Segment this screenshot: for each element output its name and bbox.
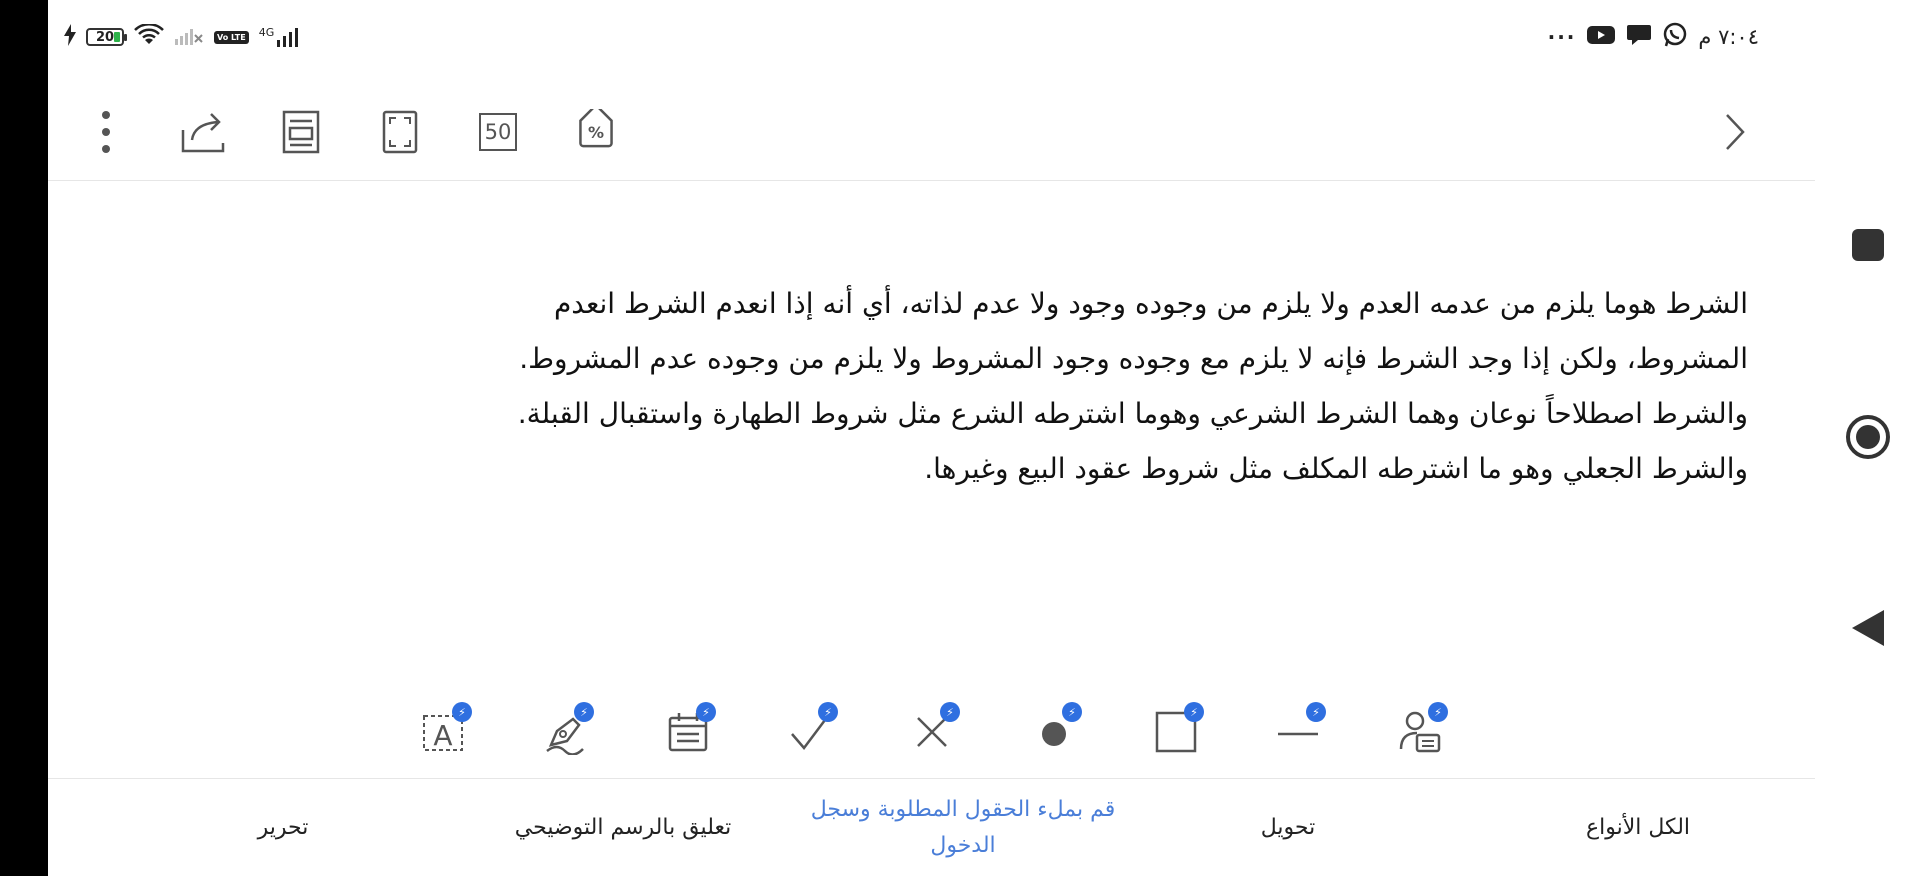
chat-bubble-icon [1626,23,1652,52]
system-nav-bar [1815,0,1920,876]
premium-badge: ⚡ [452,702,472,722]
document-line: الشرط هوما يلزم من عدمه العدم ولا يلزم من وجوده وجود ولا عدم لذاته، أي أنه إذا انعدم الشرط انعدم [553,287,1748,320]
premium-badge: ⚡ [574,702,594,722]
premium-badge: ⚡ [1062,702,1082,722]
wifi-icon [134,24,164,50]
network-label: 4G [258,26,275,39]
youtube-icon [1586,24,1616,51]
dot-icon[interactable] [1024,704,1084,760]
annotation-toolbar [48,690,1815,770]
tab-edit[interactable] [188,780,378,876]
zoom-icon[interactable] [472,106,524,158]
back-button[interactable] [1850,608,1886,648]
checkmark-icon[interactable] [780,704,840,760]
share-icon[interactable] [177,106,229,158]
premium-badge: ⚡ [1428,702,1448,722]
svg-text:A: A [433,719,453,752]
whatsapp-icon [1662,22,1688,53]
zoom-level: 50 [484,120,512,144]
tab-annotate[interactable] [468,780,778,876]
status-bar [48,0,1815,74]
tab-all-types[interactable] [1508,780,1768,876]
status-icons-right [1548,22,1759,52]
line-icon[interactable] [1268,704,1328,760]
battery-level: 20 [95,29,115,45]
more-vert-icon[interactable] [80,106,132,158]
premium-badge: ⚡ [696,702,716,722]
svg-text:%: % [587,123,605,142]
signature-pen-icon[interactable] [536,704,596,760]
premium-badge: ⚡ [1184,702,1204,722]
premium-badge: ⚡ [1306,702,1326,722]
volte-icon: Vo LTE [214,31,249,44]
cross-icon[interactable] [902,704,962,760]
chevron-right-icon[interactable] [1709,106,1761,158]
premium-badge: ⚡ [940,702,960,722]
tab-annotate-label: تعليق بالرسم التوضيحي [514,815,732,840]
document-line: والشرط الجعلي وهو ما اشترطه المكلف مثل شروط عقود البيع وغيرها. [924,452,1748,485]
tab-all-types-label: الكل الأنواع [1586,815,1691,840]
date-icon[interactable] [658,704,718,760]
stamp-person-icon[interactable] [1390,704,1450,760]
tab-fill-sign[interactable] [788,780,1138,876]
rectangle-icon[interactable] [1146,704,1206,760]
signal-4g-icon [259,26,303,48]
status-icons-left [64,22,302,52]
text-box-icon[interactable] [414,704,474,760]
home-button[interactable] [1844,413,1892,461]
tab-convert-label: تحويل [1260,815,1316,840]
bottom-nav [48,780,1815,876]
more-notifications: ··· [1547,25,1577,49]
app-screen [48,0,1815,876]
battery-icon [86,28,124,46]
document-line: والشرط اصطلاحاً نوعان وهما الشرط الشرعي وهوما اشترطه الشرع مثل شروط الطهارة واستقبال القبلة. [517,397,1748,430]
clock: ٧:٠٤ م [1698,25,1759,49]
document-body [408,276,1748,496]
document-toolbar [48,84,1815,181]
fullscreen-icon[interactable] [374,106,426,158]
tab-convert[interactable] [1178,780,1398,876]
tab-fill-sign-label: قم بملء الحقول المطلوبة وسجل الدخول [810,797,1116,858]
tag-icon[interactable] [570,106,622,158]
divider [48,778,1815,779]
tab-edit-label: تحرير [257,815,309,840]
document-line: المشروط، ولكن إذا وجد الشرط فإنه لا يلزم مع وجوده وجود المشروط ولا يلزم من وجوده عدم المشروط. [519,342,1748,375]
premium-badge: ⚡ [818,702,838,722]
recents-button[interactable] [1851,228,1885,262]
signal-sim2-icon [174,24,204,50]
charging-icon [64,24,76,50]
page-layout-icon[interactable] [275,106,327,158]
